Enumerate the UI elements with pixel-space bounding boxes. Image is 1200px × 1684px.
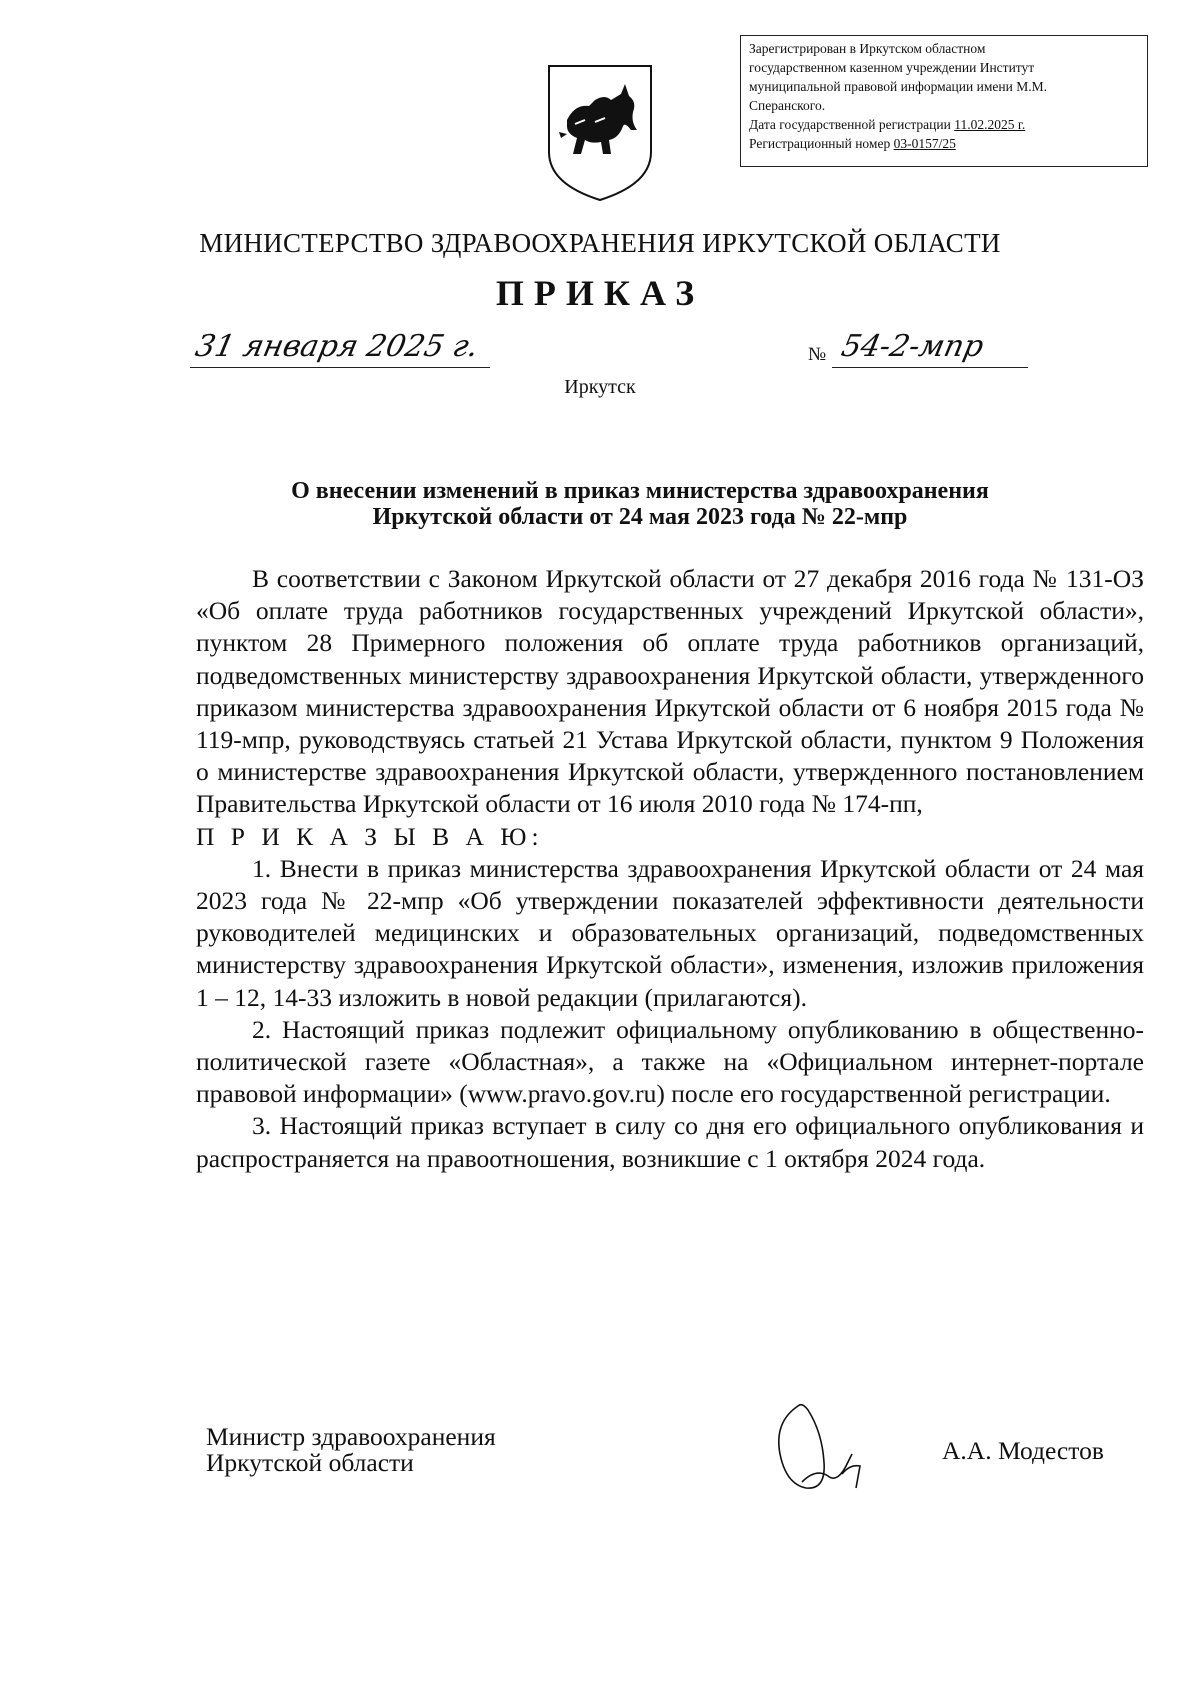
registration-line: Сперанского. [749, 98, 826, 113]
registration-number-label: Регистрационный номер [749, 136, 894, 151]
subject-line: О внесении изменений в приказ министерства здравоохранения [291, 478, 989, 504]
registration-line: Зарегистрирован в Иркутском областном [749, 41, 986, 56]
order-item-3: 3. Настоящий приказ вступает в силу со дня его официального опубликования и распространяется на правоотношения, возникшие с 1 октября 2024 года. [196, 1111, 1144, 1173]
coat-of-arms-icon [545, 60, 655, 206]
order-number-label: № [808, 344, 827, 365]
registration-line: государственном казенном учреждении Институт [749, 60, 1035, 75]
order-item-2: 2. Настоящий приказ подлежит официальному опубликованию в общественно-политической газете «Областная», а также на «Официальном интернет-портале правовой информации» (www.pravo.gov.ru) после его государственной регистрации. [196, 1014, 1144, 1109]
handwritten-signature [768, 1392, 878, 1502]
intro-paragraph: В соответствии с Законом Иркутской области от 27 декабря 2016 года № 131-ОЗ «Об оплате труда работников государственных учреждений Иркутской области», пунктом 28 Примерного положения об оплате труда работников организаций, подведомственных министерству здравоохранения Иркутской области, утвержденного приказом министерства здравоохранения Иркутской области от 6 ноября 2015 года № 119-мпр, руководствуясь статьей 21 Устава Иркутской области, пунктом 9 Положения о министерстве здравоохранения Иркутской области, утвержденного постановлением Правительства Иркутской области от 16 июля 2010 года № 174-пп, [196, 564, 1144, 819]
registration-number-value: 03-0157/25 [893, 136, 956, 151]
order-body [196, 563, 1144, 1175]
order-operative-word: П Р И К А З Ы В А Ю: [196, 821, 544, 851]
signer-name: А.А. Модестов [942, 1436, 1104, 1465]
number-underline [832, 367, 1028, 368]
city-name: Иркутск [564, 376, 636, 398]
registration-line: муниципальной правовой информации имени М.М. [749, 79, 1047, 94]
registration-stamp-box [740, 35, 1148, 167]
signer-position-line: Министр здравоохранения [206, 1422, 496, 1451]
registration-date-value: 11.02.2025 г. [954, 117, 1026, 132]
order-subject [200, 478, 1080, 530]
subject-line: Иркутской области от 24 мая 2023 года № 22-мпр [372, 504, 908, 530]
ministry-name: МИНИСТЕРСТВО ЗДРАВООХРАНЕНИЯ ИРКУТСКОЙ ОБЛАСТИ [199, 228, 1001, 258]
registration-date-row [749, 115, 1139, 134]
order-item-1: 1. Внести в приказ министерства здравоохранения Иркутской области от 24 мая 2023 года № 22-мпр «Об утверждении показателей эффективности деятельности руководителей медицинских и образовательных организаций, подведомственных министерству здравоохранения Иркутской области», изменения, изложив приложения 1 – 12, 14-33 изложить в новой редакции (прилагаются). [196, 853, 1144, 1012]
registration-date-label: Дата государственной регистрации [749, 117, 955, 132]
order-number-field [808, 328, 1028, 368]
order-date-handwritten: 31 января 2025 г. [192, 329, 482, 364]
registration-number-row [749, 134, 1139, 153]
signer-position [206, 1424, 496, 1476]
order-date-field [190, 328, 490, 368]
signer-position-line: Иркутской области [206, 1448, 414, 1477]
document-type-title: ПРИКАЗ [495, 273, 705, 313]
order-number-handwritten: 54-2-мпр [838, 329, 987, 364]
date-underline [190, 367, 490, 368]
